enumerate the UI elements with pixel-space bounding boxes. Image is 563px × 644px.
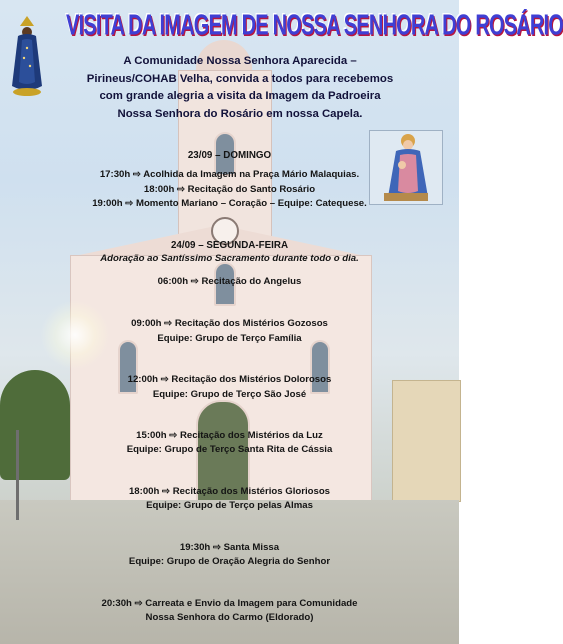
- intro-line: Pirineus/COHAB Velha, convida a todos para recebemos: [86, 72, 394, 85]
- schedule-item: 06:00h ⇨ Recitação do Angelus: [157, 276, 302, 287]
- schedule-item: 18:00h ⇨ Recitação dos Mistérios Gloriosos: [128, 486, 331, 497]
- domingo-heading: 23/09 – DOMINGO: [187, 150, 272, 161]
- facade-window-right: [310, 340, 330, 394]
- intro-line: com grande alegria a visita da Imagem da Padroeira: [99, 90, 381, 102]
- intro-line: Nossa Senhora do Rosário em nossa Capela.: [117, 107, 363, 120]
- schedule-item: 09:00h ⇨ Recitação dos Mistérios Gozosos: [131, 318, 328, 329]
- schedule-item: 15:00h ⇨ Recitação dos Mistérios da Luz: [136, 430, 323, 441]
- schedule-item: 20:30h ⇨ Carreata e Envio da Imagem para Comunidade: [101, 598, 358, 609]
- segunda-heading: 24/09 – SEGUNDA-FEIRA: [170, 240, 289, 251]
- schedule-team: Equipe: Grupo de Terço pelas Almas: [146, 500, 313, 511]
- schedule-team: Equipe: Grupo de Terço Santa Rita de Cássia: [126, 444, 333, 455]
- invitation-text: [60, 53, 420, 123]
- schedule-team: Equipe: Grupo de Terço Família: [157, 333, 302, 344]
- facade-window-left: [118, 340, 138, 394]
- page-title: VISITA DA IMAGEM DE NOSSA SENHORA DO ROSÁRIO: [66, 10, 563, 42]
- schedule-item: 17:30h ⇨ Acolhida da Imagem na Praça Mário Malaquias.: [99, 169, 360, 180]
- intro-line: A Comunidade Nossa Senhora Aparecida –: [123, 55, 357, 67]
- schedule-item: 18:00h ⇨ Recitação do Santo Rosário: [143, 184, 316, 195]
- schedule-item: 19:30h ⇨ Santa Missa: [179, 542, 280, 553]
- schedule-item: 12:00h ⇨ Recitação dos Mistérios Dolorosos: [127, 374, 332, 385]
- aparecida-image: [8, 14, 46, 98]
- schedule-item: 19:00h ⇨ Momento Mariano – Coração – Equipe: Catequese.: [92, 198, 367, 209]
- trees: [0, 370, 70, 480]
- schedule-team: Equipe: Grupo de Terço São José: [152, 389, 307, 400]
- schedule-item-continued: Nossa Senhora do Carmo (Eldorado): [145, 612, 314, 623]
- schedule-team: Equipe: Grupo de Oração Alegria do Senhor: [128, 556, 331, 567]
- adoracao-note: Adoração ao Santíssimo Sacramento durante todo o dia.: [100, 253, 359, 264]
